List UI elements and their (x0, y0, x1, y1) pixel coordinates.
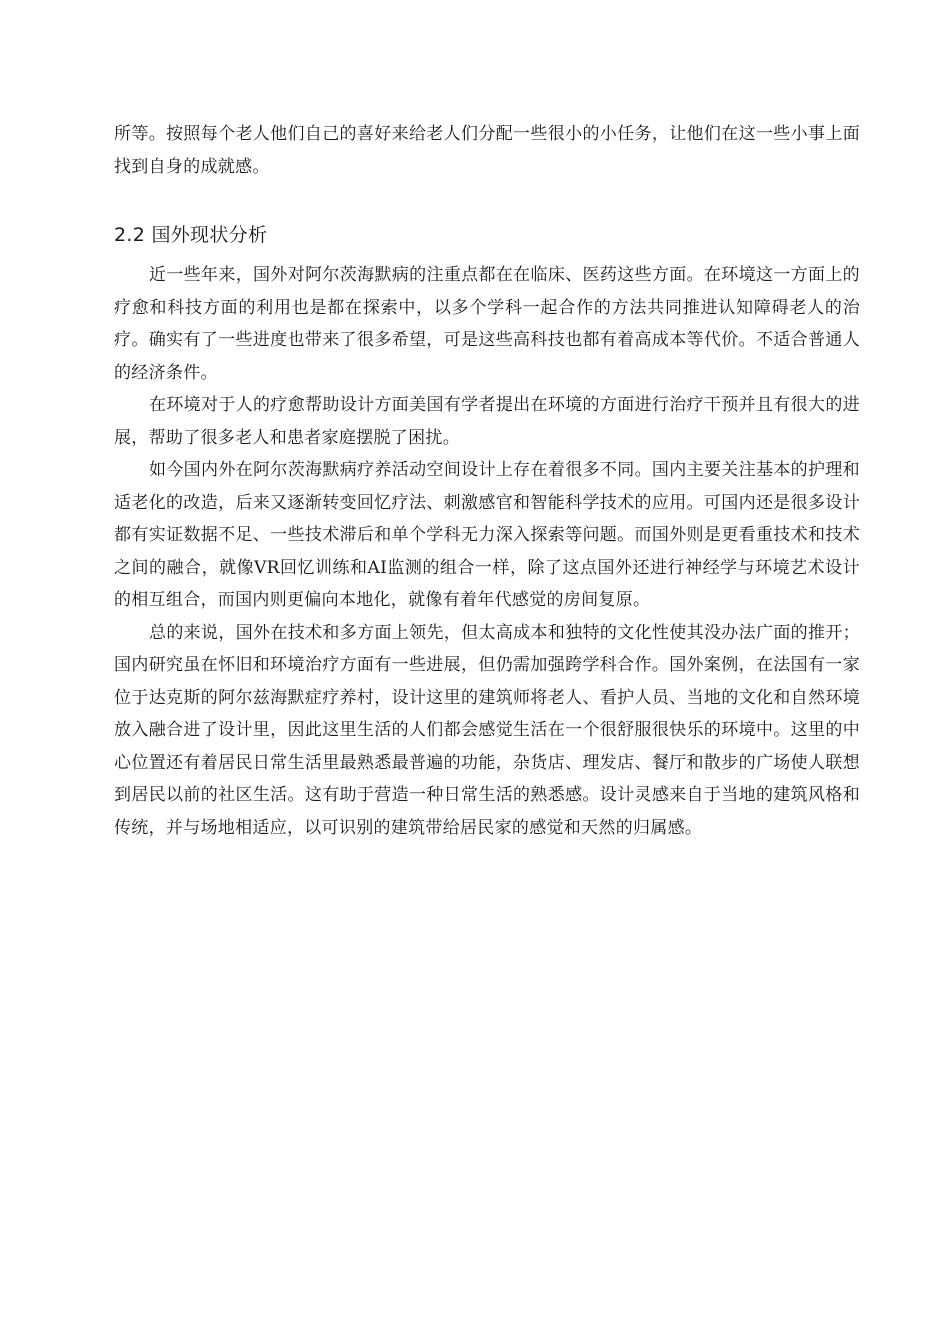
continuation-paragraph: 所等。按照每个老人他们自己的喜好来给老人们分配一些很小的小任务，让他们在这一些小事上面找到自身的成就感。 (114, 124, 860, 177)
document-page (114, 118, 860, 844)
body-paragraph-4: 总的来说，国外在技术和多方面上领先，但太高成本和独特的文化性使其没办法广面的推开；国内研究虽在怀旧和环境治疗方面有一些进展，但仍需加强跨学科合作。国外案例，在法国有一家位于达克斯的阿尔兹海默症疗养村，设计这里的建筑师将老人、看护人员、当地的文化和自然环境放入融合进了设计里，因此这里生活的人们都会感觉生活在一个很舒服很快乐的环境中。这里的中心位置还有着居民日常生活里最熟悉最普遍的功能，杂货店、理发店、餐厅和散步的广场使人联想到居民以前的社区生活。这有助于营造一种日常生活的熟悉感。设计灵感来自于当地的建筑风格和传统，并与场地相适应，以可识别的建筑带给居民家的感觉和天然的归属感。 (114, 622, 860, 838)
section-heading: 2.2 国外现状分析 (114, 224, 268, 246)
body-paragraph-3: 如今国内外在阿尔茨海默病疗养活动空间设计上存在着很多不同。国内主要关注基本的护理和适老化的改造，后来又逐渐转变回忆疗法、刺激感官和智能科学技术的应用。可国内还是很多设计都有实证数据不足、一些技术滞后和单个学科无力深入探索等问题。而国外则是更看重技术和技术之间的融合，就像VR回忆训练和AI监测的组合一样，除了这点国外还进行神经学与环境艺术设计的相互组合，而国内则更偏向本地化，就像有着年代感觉的房间复原。 (114, 460, 860, 610)
body-paragraph-1: 近一些年来，国外对阿尔茨海默病的注重点都在在临床、医药这些方面。在环境这一方面上的疗愈和科技方面的利用也是都在探索中，以多个学科一起合作的方法共同推进认知障碍老人的治疗。确实有了一些进度也带来了很多希望，可是这些高科技也都有着高成本等代价。不适合普通人的经济条件。 (114, 265, 860, 383)
body-paragraph-2: 在环境对于人的疗愈帮助设计方面美国有学者提出在环境的方面进行治疗干预并且有很大的进展，帮助了很多老人和患者家庭摆脱了困扰。 (114, 395, 860, 448)
